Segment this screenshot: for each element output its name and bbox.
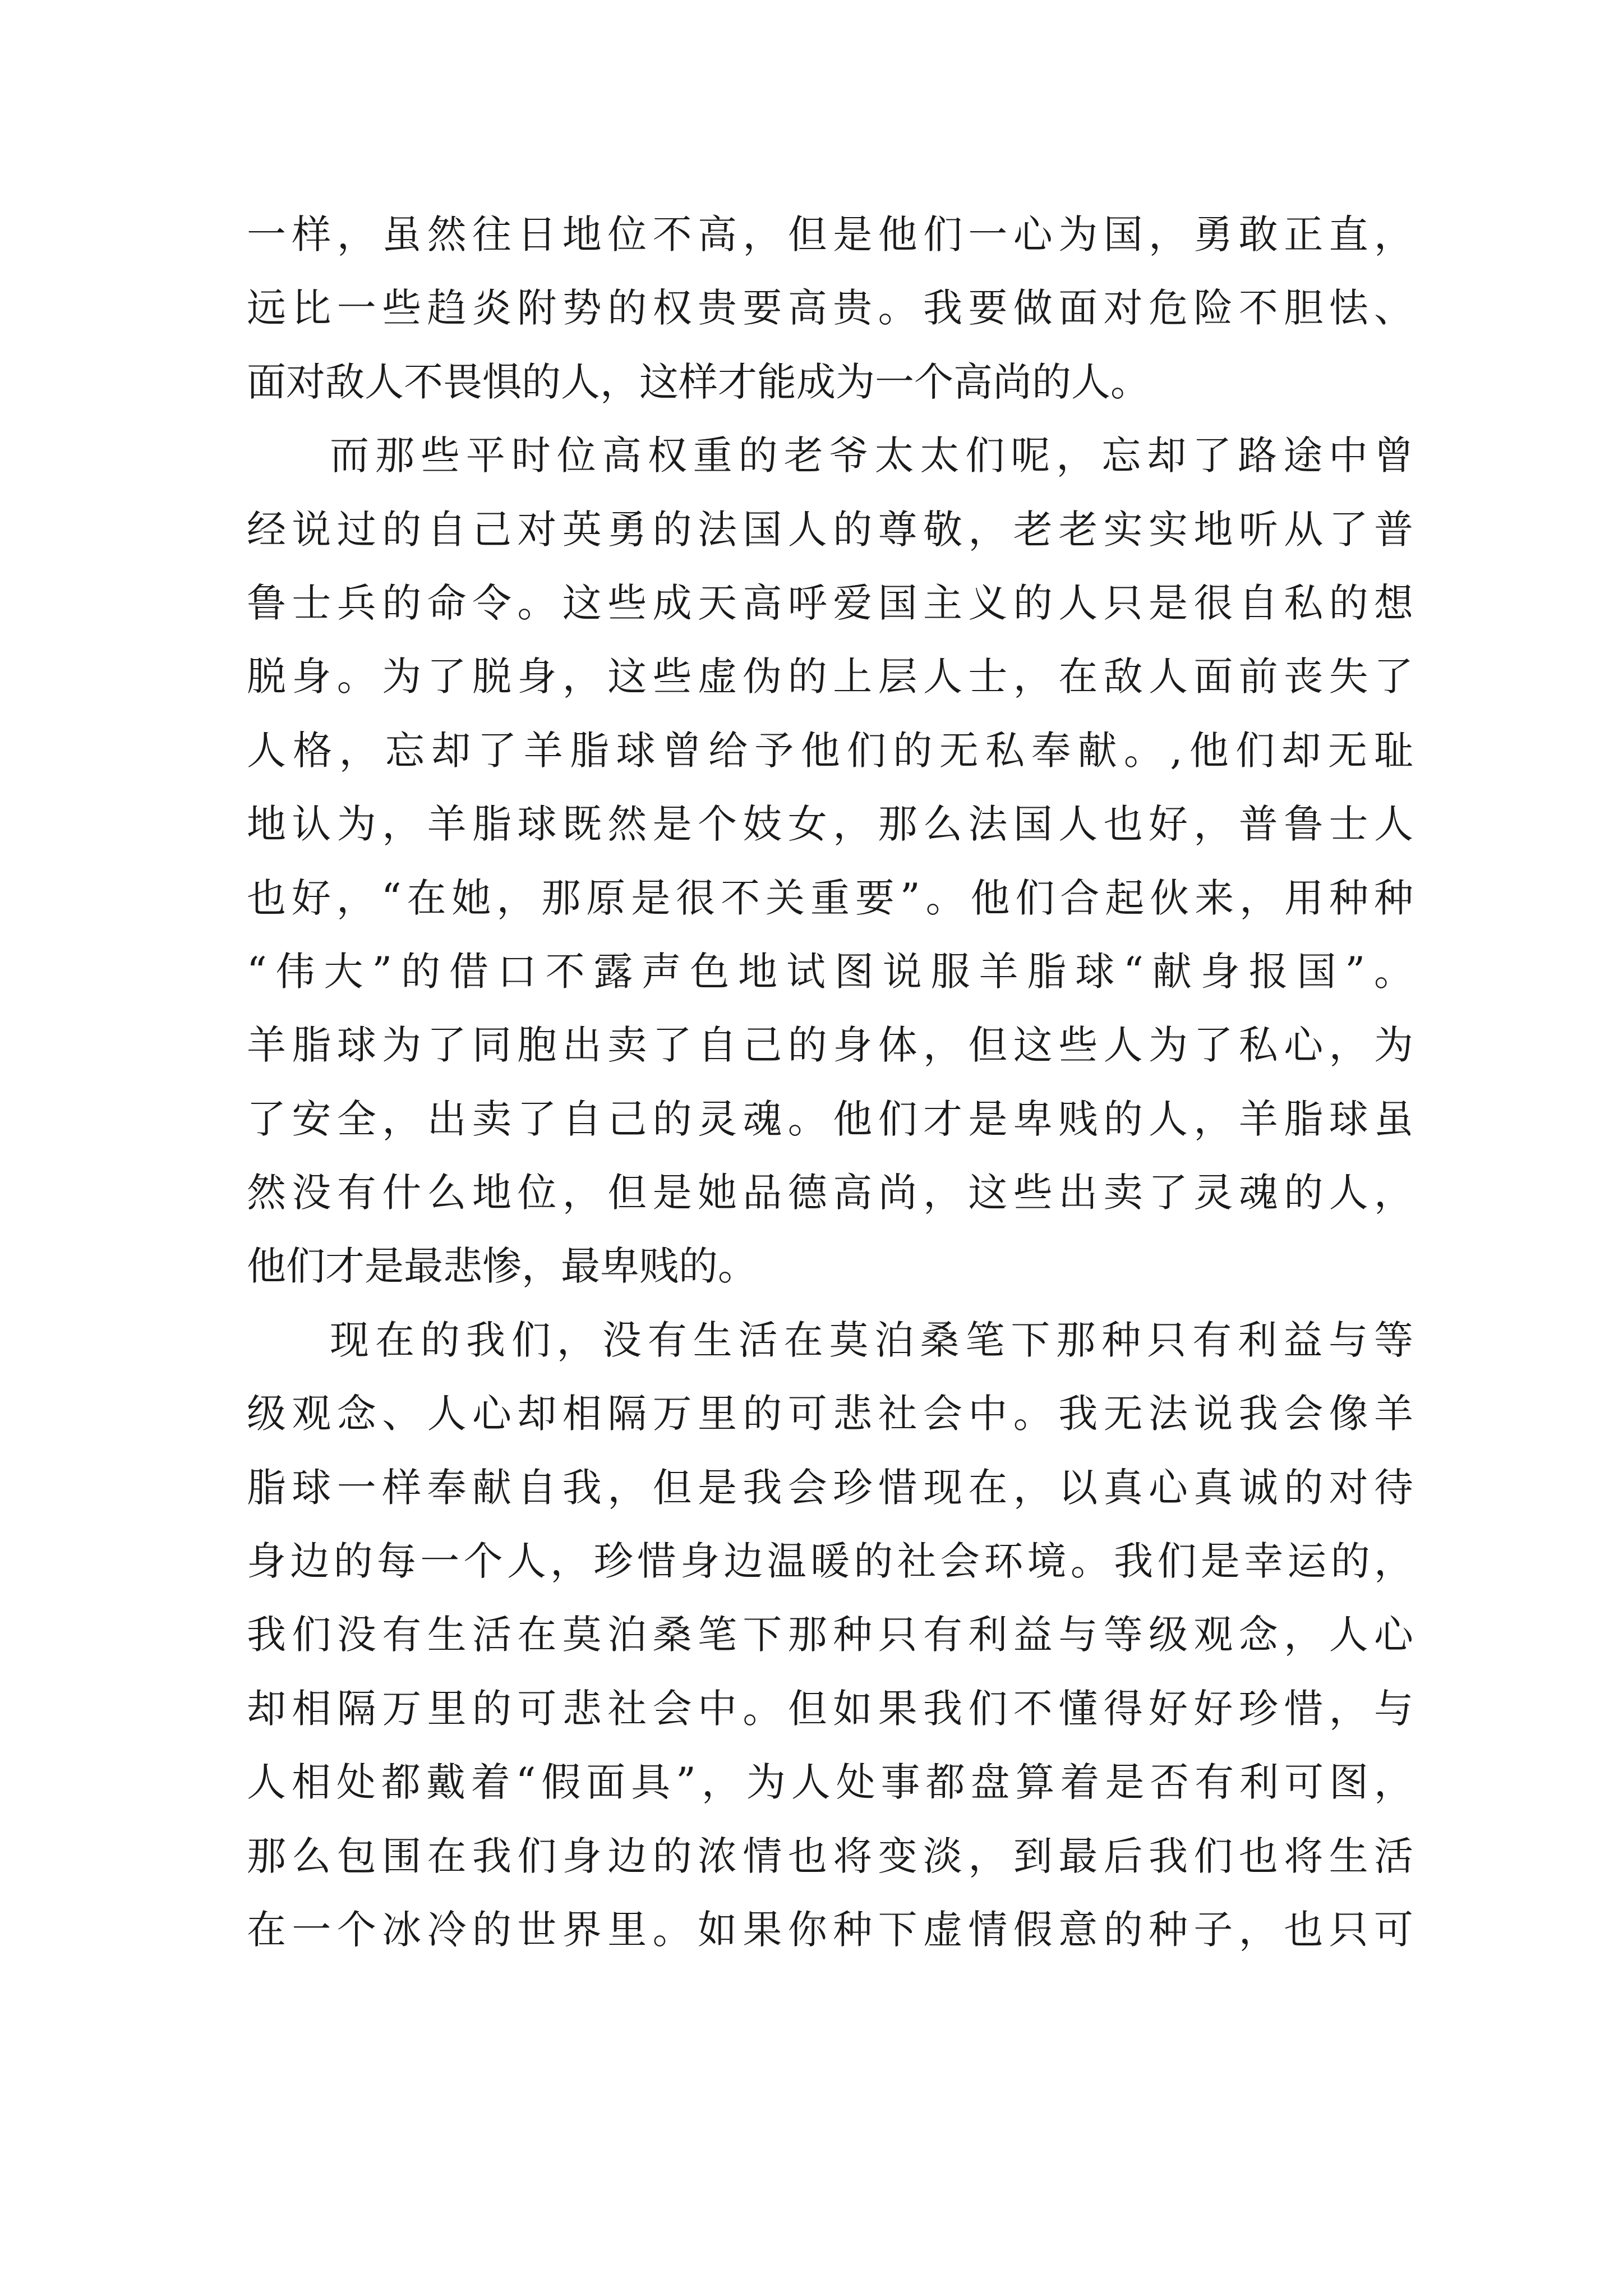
paragraph-first-line: 而那些平时位高权重的老爷太太们呢，忘却了路途中曾 (330, 432, 1413, 479)
text-line: 我们没有生活在莫泊桑笔下那种只有利益与等级观念，人心 (247, 1612, 1413, 1658)
text-line: 一样，虽然往日地位不高，但是他们一心为国，勇敢正直， (247, 211, 1413, 257)
paragraph-first-line: 现在的我们，没有生活在莫泊桑笔下那种只有利益与等 (330, 1317, 1413, 1363)
text-line: 然没有什么地位，但是她品德高尚，这些出卖了灵魂的人， (247, 1170, 1413, 1216)
text-line: 脱身。为了脱身，这些虚伪的上层人士，在敌人面前丧失了 (247, 654, 1413, 700)
text-line: 人相处都戴着“假面具”，为人处事都盘算着是否有利可图， (247, 1759, 1413, 1806)
text-line: 却相隔万里的可悲社会中。但如果我们不懂得好好珍惜，与 (247, 1685, 1413, 1732)
body-text (247, 206, 1413, 1975)
text-line: 在一个冰冷的世界里。如果你种下虚情假意的种子，也只可 (247, 1906, 1413, 1953)
text-line: 地认为，羊脂球既然是个妓女，那么法国人也好，普鲁士人 (247, 801, 1413, 848)
text-line: 了安全，出卖了自己的灵魂。他们才是卑贱的人，羊脂球虽 (247, 1096, 1413, 1142)
text-line: “伟大”的借口不露声色地试图说服羊脂球“献身报国”。 (247, 948, 1413, 995)
text-line: 脂球一样奉献自我，但是我会珍惜现在，以真心真诚的对待 (247, 1464, 1413, 1511)
text-line: 经说过的自己对英勇的法国人的尊敬，老老实实地听从了普 (247, 506, 1413, 553)
text-line: 羊脂球为了同胞出卖了自己的身体，但这些人为了私心，为 (247, 1022, 1413, 1069)
text-line: 远比一些趋炎附势的权贵要高贵。我要做面对危险不胆怯、 (247, 285, 1413, 332)
text-line: 那么包围在我们身边的浓情也将变淡，到最后我们也将生活 (247, 1833, 1413, 1879)
text-line: 也好，“在她，那原是很不关重要”。他们合起伙来，用种种 (247, 875, 1413, 921)
text-line: 鲁士兵的命令。这些成天高呼爱国主义的人只是很自私的想 (247, 579, 1413, 626)
text-line: 身边的每一个人，珍惜身边温暖的社会环境。我们是幸运的， (247, 1538, 1413, 1585)
text-line: 人格，忘却了羊脂球曾给予他们的无私奉献。,他们却无耻 (247, 727, 1413, 774)
text-line: 级观念、人心却相隔万里的可悲社会中。我无法说我会像羊 (247, 1391, 1413, 1437)
text-line: 他们才是最悲惨，最卑贱的。 (247, 1243, 757, 1290)
text-line: 面对敌人不畏惧的人，这样才能成为一个高尚的人。 (247, 358, 1150, 405)
